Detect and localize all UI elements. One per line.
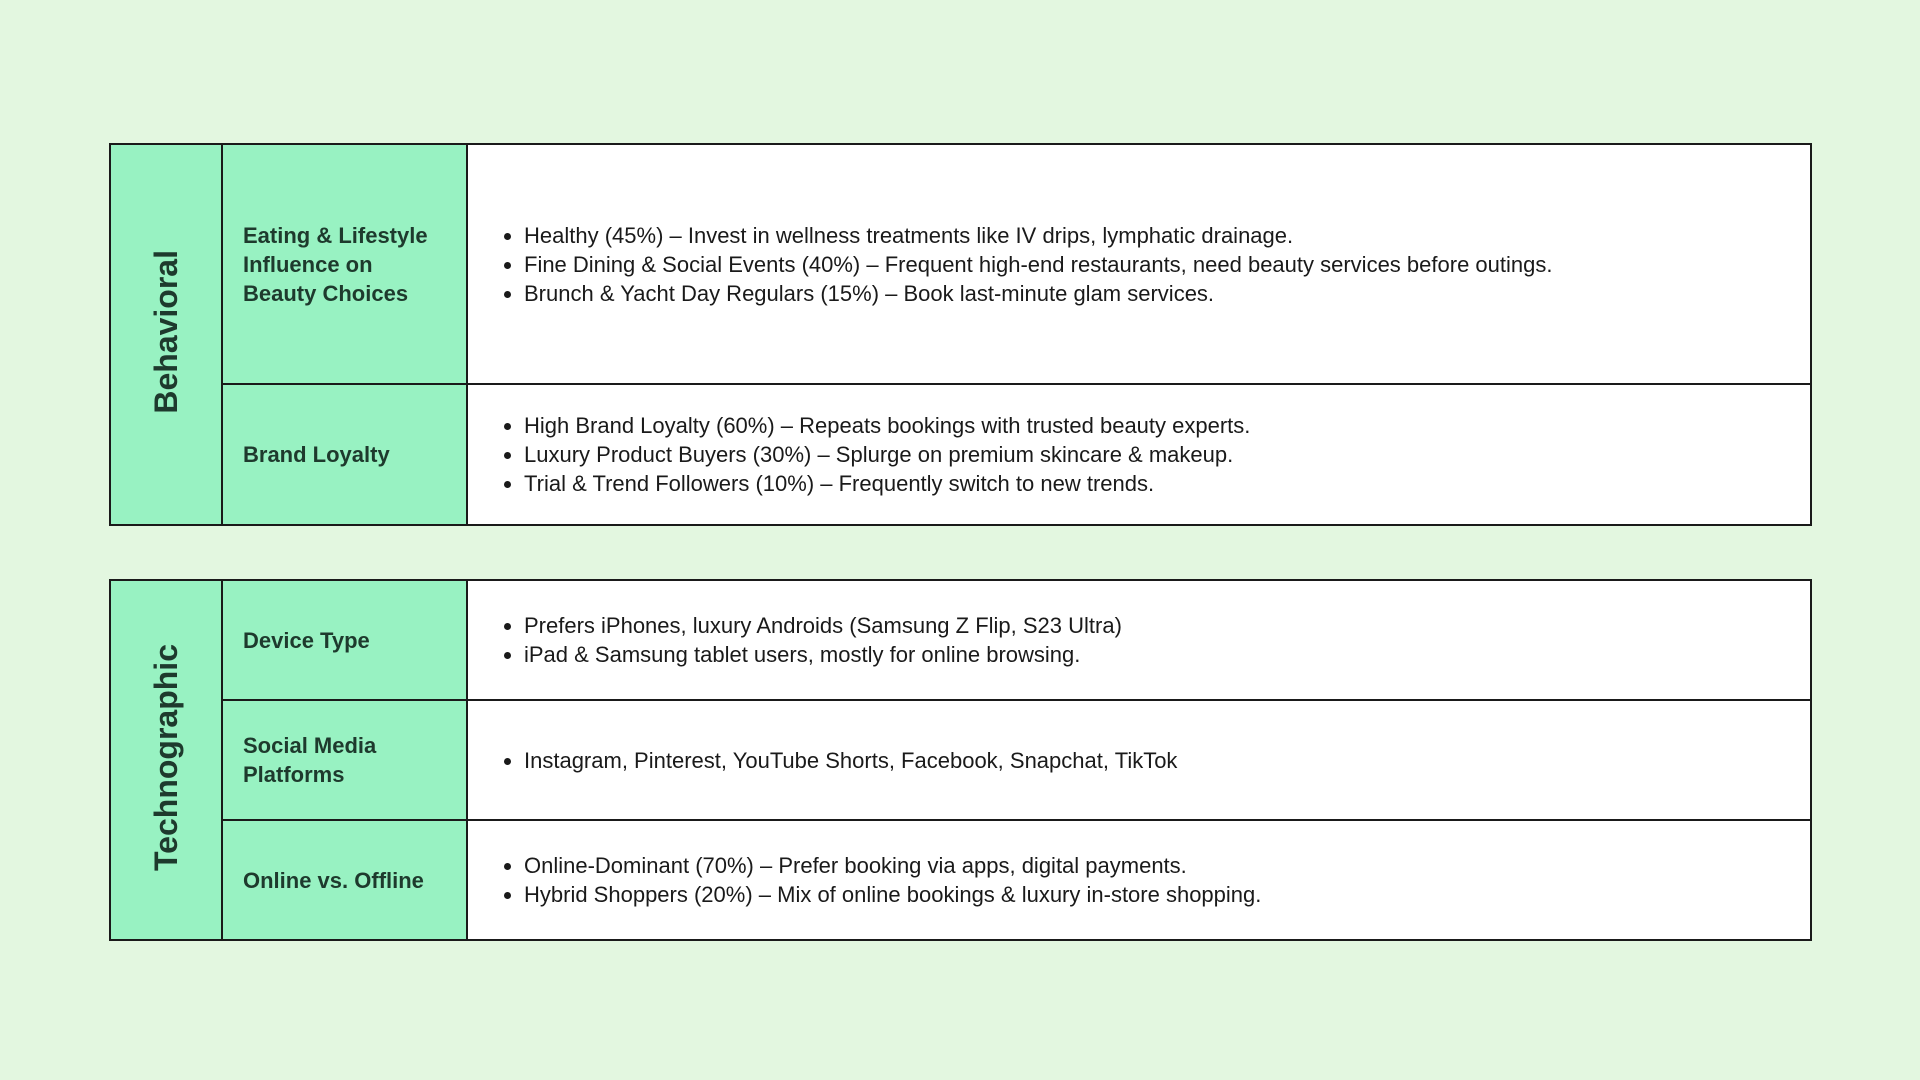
row-label-device-type: Device Type	[222, 580, 467, 700]
bullet-list	[468, 221, 1810, 308]
list-item: • Online-Dominant (70%) – Prefer booking via apps, digital payments.	[524, 851, 1810, 880]
category-label-technographic: Technographic	[147, 644, 184, 871]
table-row	[110, 144, 1811, 384]
list-item: • Prefers iPhones, luxury Androids (Samsung Z Flip, S23 Ultra)	[524, 611, 1810, 640]
list-item: • Healthy (45%) – Invest in wellness treatments like IV drips, lymphatic drainage.	[524, 221, 1810, 250]
list-item: • High Brand Loyalty (60%) – Repeats bookings with trusted beauty experts.	[524, 411, 1810, 440]
row-label-brand-loyalty: Brand Loyalty	[222, 384, 467, 525]
row-label-social-media: Social Media Platforms	[222, 700, 467, 820]
bullet-list	[468, 746, 1810, 775]
list-item: • Fine Dining & Social Events (40%) – Frequent high-end restaurants, need beauty services before outings.	[524, 250, 1810, 279]
bullet-list	[468, 851, 1810, 909]
technographic-table	[109, 579, 1812, 941]
table-row	[110, 820, 1811, 940]
list-item: • Instagram, Pinterest, YouTube Shorts, Facebook, Snapchat, TikTok	[524, 746, 1810, 775]
row-label-eating-lifestyle: Eating & Lifestyle Influence on Beauty Choices	[222, 144, 467, 384]
row-content	[467, 820, 1811, 940]
list-item: • Luxury Product Buyers (30%) – Splurge on premium skincare & makeup.	[524, 440, 1810, 469]
category-cell	[110, 144, 222, 525]
category-label-behavioral: Behavioral	[147, 250, 184, 414]
table-row	[110, 384, 1811, 525]
table-row	[110, 580, 1811, 700]
list-item: • iPad & Samsung tablet users, mostly for online browsing.	[524, 640, 1810, 669]
row-content	[467, 144, 1811, 384]
list-item: • Brunch & Yacht Day Regulars (15%) – Book last-minute glam services.	[524, 279, 1810, 308]
bullet-list	[468, 611, 1810, 669]
row-content	[467, 700, 1811, 820]
list-item: • Trial & Trend Followers (10%) – Frequently switch to new trends.	[524, 469, 1810, 498]
row-content	[467, 384, 1811, 525]
category-cell	[110, 580, 222, 940]
row-content	[467, 580, 1811, 700]
row-label-online-offline: Online vs. Offline	[222, 820, 467, 940]
list-item: • Hybrid Shoppers (20%) – Mix of online bookings & luxury in-store shopping.	[524, 880, 1810, 909]
bullet-list	[468, 411, 1810, 498]
behavioral-table	[109, 143, 1812, 526]
table-row	[110, 700, 1811, 820]
